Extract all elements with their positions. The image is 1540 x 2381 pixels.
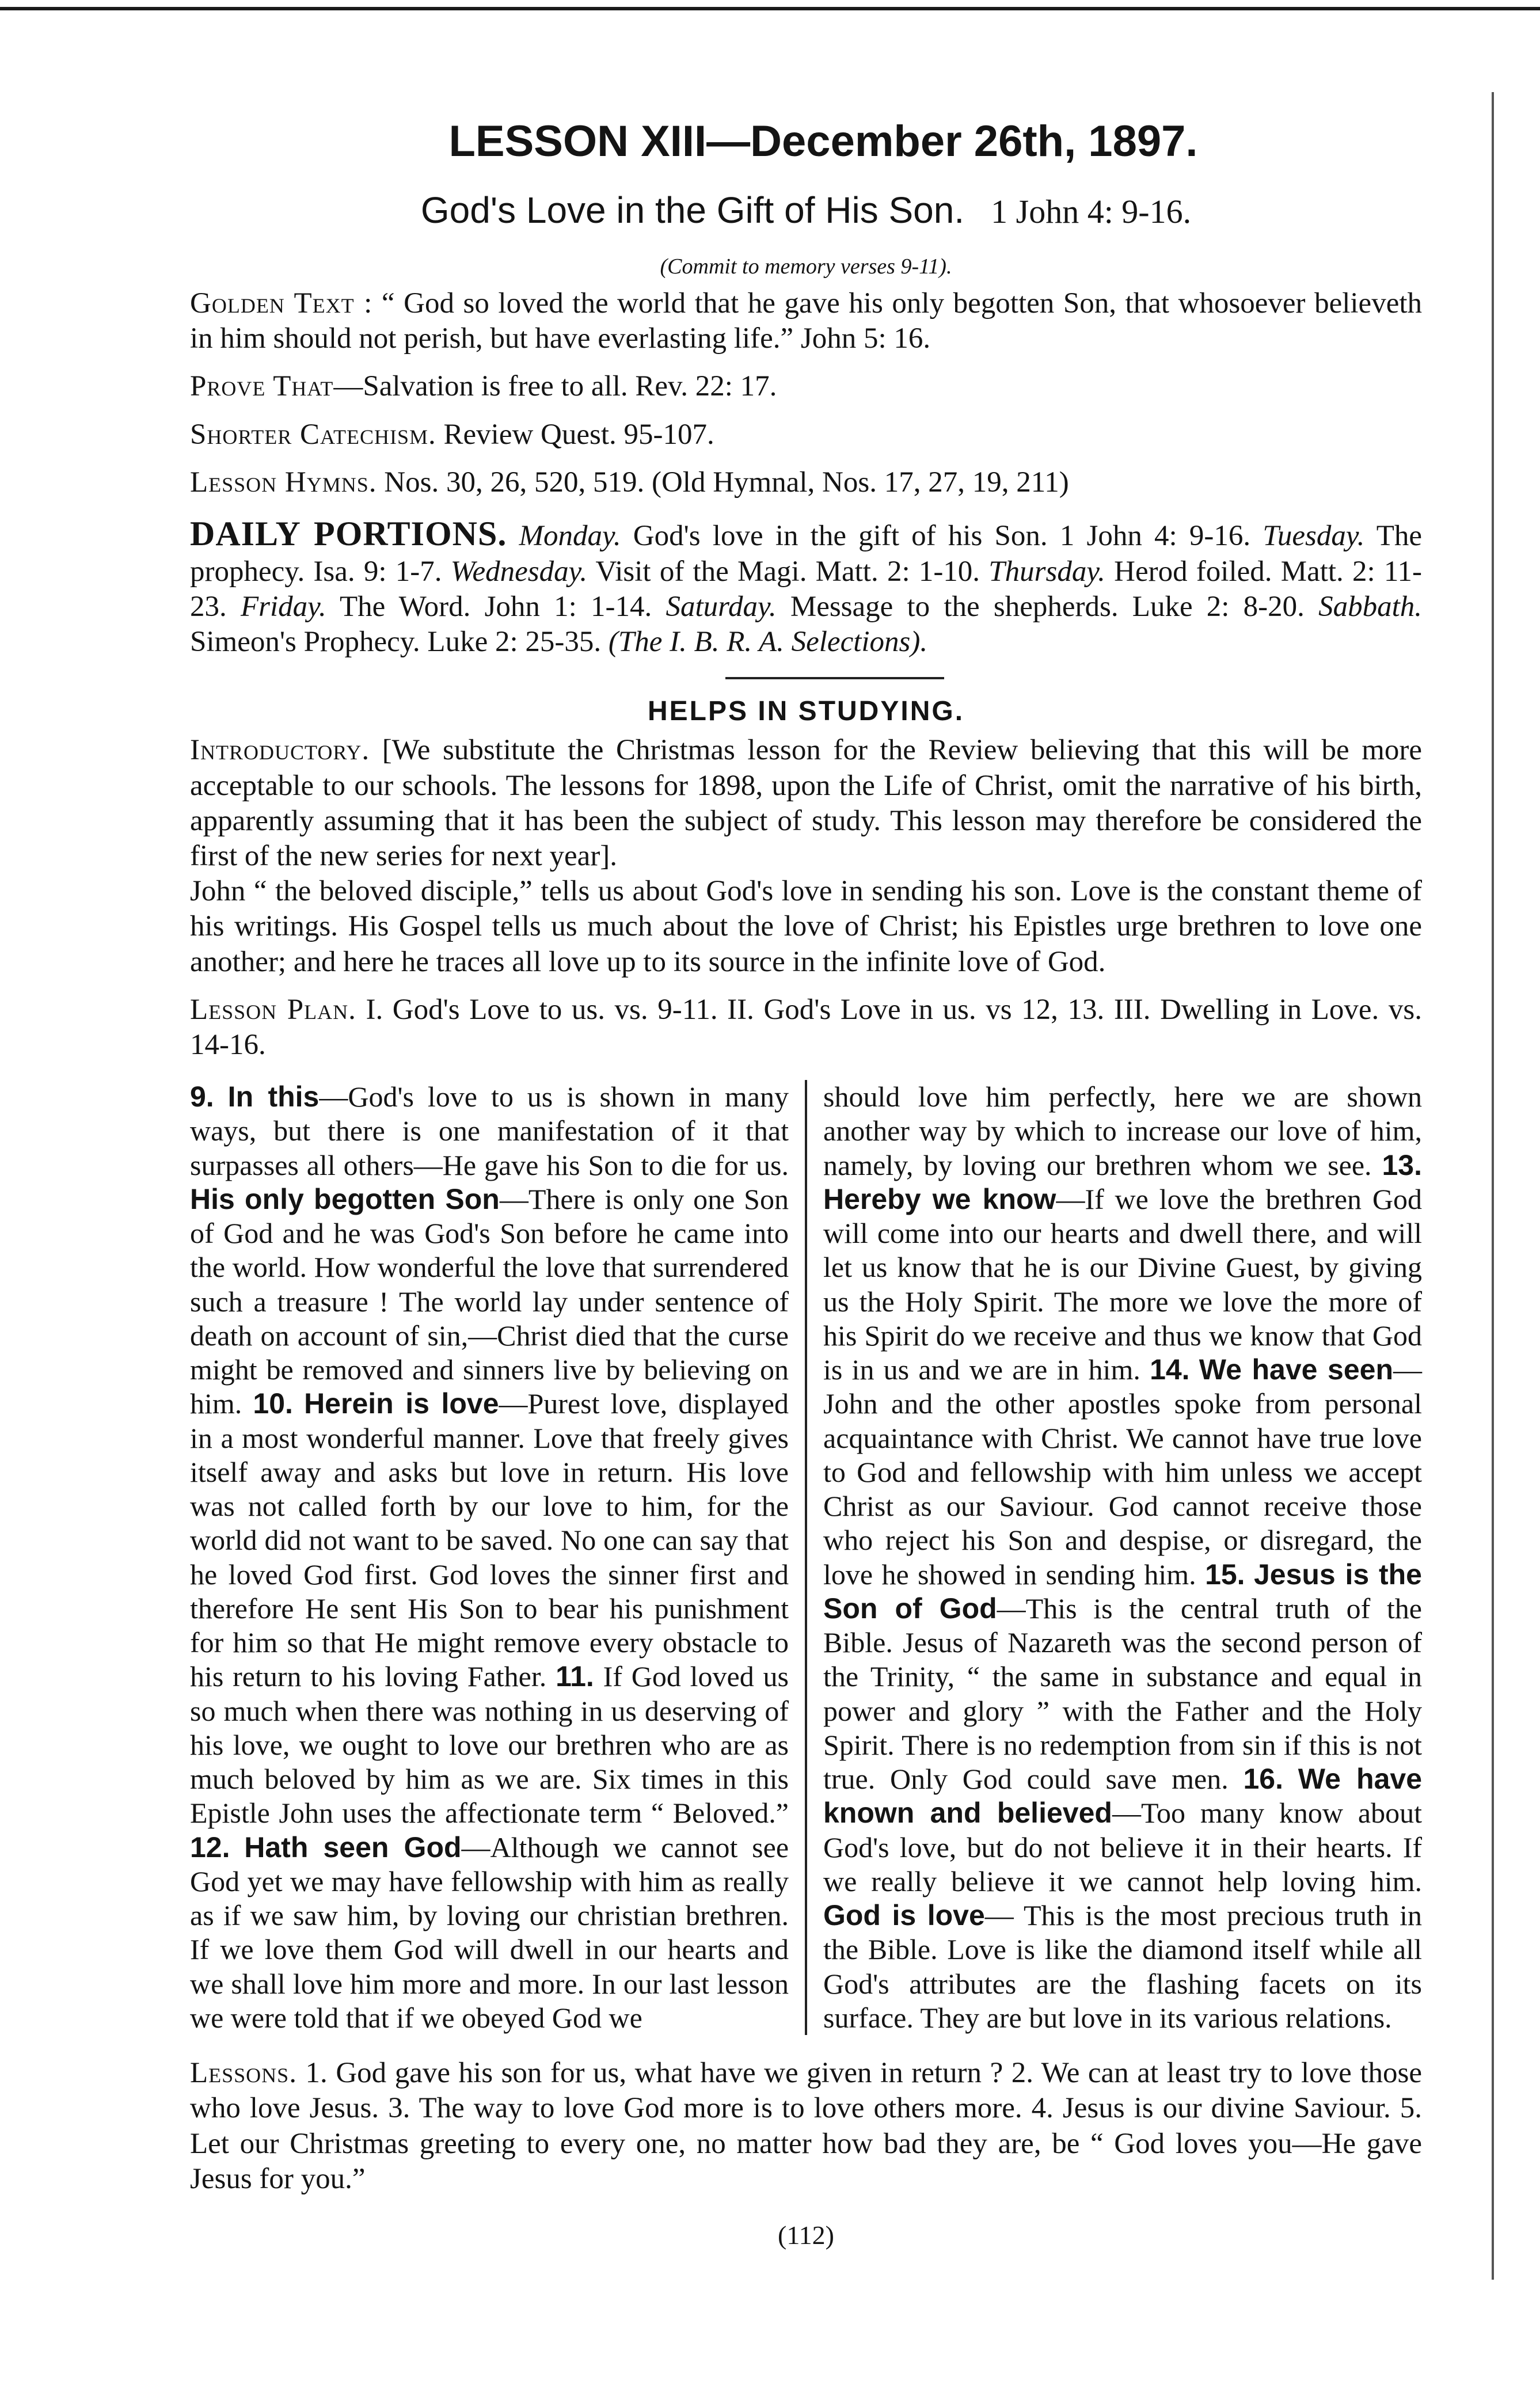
page-right-edge	[1492, 92, 1494, 2280]
commentary-right-text	[823, 1080, 1422, 2035]
document-body	[190, 115, 1422, 2250]
daily-portions	[190, 513, 1422, 660]
verse-13-text: —If we love the brethren God will come into our hearts and dwell there, and will let us know that he is our Divine Guest, by giving us the Holy Spirit. The more we love the more of his Spirit do we receive and thus we know that God is in us and we are in him.	[823, 1182, 1422, 1386]
introductory-paragraph	[190, 733, 1422, 874]
lesson-plan-label: Lesson Plan.	[190, 993, 356, 1026]
verse-9-text: —God's love to us is shown in many ways, but there is one manifestation of it that surpasses all others—He gave his Son to die for us.	[190, 1081, 789, 1181]
verse-11-text: If God loved us so much when there was nothing in us deserving of his love, we ought to love our brethren who are as much beloved by him as we are. Six times in this Epistle John uses the affectionate term “ Beloved.”	[190, 1660, 789, 1830]
reading-monday: God's love in the gift of his Son. 1 John 4: 9-16.	[621, 519, 1263, 552]
commentary-columns	[190, 1080, 1422, 2035]
beloved-disciple-paragraph: John “ the beloved disciple,” tells us about God's love in sending his son. Love is the constant theme of his writings. His Gospel tells us much about the love of Christ; his Epistles urge brethren to love one another; and here he traces all love up to its source in the infinite love of God.	[190, 875, 1422, 978]
prove-that	[190, 369, 1422, 404]
catechism-label: Shorter Catechism.	[190, 418, 436, 451]
hymns-label: Lesson Hymns.	[190, 466, 377, 499]
verse-12-text: —Although we cannot see God yet we may have fellowship with him as really as if we saw him, by loving our christian brethren. If we love them God will dwell in our hearts and we shall love him more and more. In our last lesson we were told that if we obeyed God we	[190, 1831, 789, 2034]
day-wednesday: Wednesday.	[450, 555, 588, 588]
verse-16-text: —Too many know about God's love, but do not believe it in their hearts. If we really believe it we cannot help loving him.	[823, 1797, 1423, 1897]
day-thursday: Thursday.	[988, 555, 1105, 588]
commentary-left-column	[190, 1080, 805, 2035]
introductory-label: Introductory.	[190, 734, 370, 767]
commit-note: (Commit to memory verses 9-11).	[660, 254, 952, 279]
day-friday: Friday.	[240, 591, 326, 623]
day-tuesday: Tuesday.	[1263, 519, 1365, 552]
reading-friday: The Word. John 1: 1-14.	[326, 591, 666, 623]
verse-16-keyword: We have known and believed	[823, 1763, 1423, 1830]
reading-thursday: Herod foiled. Matt. 2: 11-23.	[190, 555, 1422, 623]
reading-saturday: Message to the shepherds. Luke 2: 8-20.	[776, 591, 1319, 623]
reading-sabbath: Simeon's Prophecy. Luke 2: 25-35.	[190, 626, 609, 659]
reading-wednesday: Visit of the Magi. Matt. 2: 1-10.	[587, 555, 989, 588]
verse-10-number: 10.	[253, 1387, 293, 1420]
verse-9-keyword-2: His only begotten Son	[190, 1182, 500, 1215]
verse-15-text: —This is the central truth of the Bible. Jesus of Nazareth was the second person of the Trinity, “ the same in substance and equal in power and glory ” with the Father and the Holy Spirit. There is no redemption from sin if this is not true. Only God could save men.	[823, 1592, 1422, 1796]
verse-9-number: 9.	[190, 1081, 214, 1113]
verse-13-number: 13.	[1382, 1148, 1422, 1181]
verse-13-keyword: Hereby we know	[823, 1182, 1056, 1215]
lesson-plan	[190, 992, 1422, 1063]
lesson-subtitle	[190, 188, 1422, 233]
lesson-title: LESSON XIII—December 26th, 1897.	[448, 117, 1198, 166]
golden-text-body: “ God so loved the world that he gave his only begotten Son, that whosoever believeth in him should not perish, but have everlasting life.” John 5: 16.	[190, 287, 1423, 355]
reading-tuesday: The prophecy. Isa. 9: 1-7.	[190, 519, 1422, 588]
scripture-reference: 1 John 4: 9-16.	[991, 193, 1192, 231]
verse-14-text: —John and the other apostles spoke from personal acquaintance with Christ. We cannot have true love to God and fellowship with him unless we accept Christ as our Saviour. God cannot receive those who reject his Son and despise, or disregard, the love he showed in sending him.	[823, 1353, 1423, 1591]
verse-15-number: 15.	[1205, 1558, 1245, 1591]
shorter-catechism	[190, 417, 1422, 452]
verse-16-text-2: — This is the most precious truth in the Bible. Love is like the diamond itself while all God's attributes are the flashing facets on its surface. They are but love in its various relations.	[823, 1899, 1423, 2034]
daily-portions-label: DAILY PORTIONS.	[190, 514, 507, 553]
lessons-paragraph	[190, 2056, 1422, 2197]
commentary-left-text	[190, 1080, 789, 2035]
verse-12-keyword: Hath seen God	[244, 1831, 462, 1863]
lessons-text: 1. God gave his son for us, what have we given in return ? 2. We can at least try to love those who love Jesus. 3. The way to love God more is to love others more. 4. Jesus is our divine Saviour. 5. Let our Christmas greeting to every one, no matter how bad they are, be “ God loves you—He gave Jesus for you.”	[190, 2057, 1422, 2195]
lesson-plan-text: I. God's Love to us. vs. 9-11. II. God's Love in us. vs 12, 13. III. Dwelling in Love. vs. 14-16.	[190, 993, 1422, 1061]
page-top-edge	[0, 0, 1540, 10]
day-sabbath: Sabbath.	[1318, 591, 1423, 623]
subtitle-text: God's Love in the Gift of His Son.	[420, 189, 965, 231]
selections-note: (The I. B. R. A. Selections).	[608, 626, 928, 659]
verse-15-keyword: Jesus is the Son of God	[823, 1558, 1422, 1625]
verse-9-keyword: In this	[227, 1081, 320, 1113]
verse-9-text-2: —There is only one Son of God and he was God's Son before he came into the world. How wonderful the love that surrendered such a treasure ! The world lay under sentence of death on account of sin,—Christ died that the curse might be removed and sinners live by believing on him.	[190, 1182, 789, 1420]
verse-16-keyword-2: God is love	[823, 1899, 985, 1932]
verse-10-keyword: Herein is love	[304, 1387, 499, 1420]
page-number: (112)	[778, 2220, 834, 2250]
day-saturday: Saturday.	[666, 591, 777, 623]
commentary-right-column	[805, 1080, 1422, 2035]
verse-12-number: 12.	[190, 1831, 230, 1863]
golden-text-label: Golden Text :	[190, 287, 373, 320]
verse-10-text: —Purest love, displayed in a most wonderful manner. Love that freely gives itself away and asks but love in return. His love was not called forth by our love to him, for the world did not want to be saved. No one can say that he loved God first. God loves the sinner first and therefore He sent His Son to bear his punishment for him so that He might remove every obstacle to his return to his loving Father.	[190, 1387, 789, 1693]
verse-11-number: 11.	[556, 1660, 594, 1693]
verse-16-number: 16.	[1243, 1763, 1283, 1796]
verse-14-number: 14.	[1150, 1353, 1190, 1386]
helps-title: HELPS IN STUDYING.	[647, 696, 965, 727]
lesson-hymns	[190, 465, 1422, 500]
prove-that-text: —Salvation is free to all. Rev. 22: 17.	[333, 370, 777, 403]
hymns-text: Nos. 30, 26, 520, 519. (Old Hymnal, Nos. 17, 27, 19, 211)	[384, 466, 1069, 499]
lessons-label: Lessons.	[190, 2057, 297, 2090]
golden-text	[190, 286, 1422, 356]
verse-14-keyword: We have seen	[1199, 1353, 1394, 1386]
introductory-text: [We substitute the Christmas lesson for the Review believing that this will be more acceptable to our schools. The lessons for 1898, upon the Life of Christ, omit the narrative of his birth, apparently assuming that it has been the subject of study. This lesson may therefore be considered the first of the new series for next year].	[190, 734, 1422, 873]
day-monday: Monday.	[519, 519, 621, 552]
prove-that-label: Prove That	[190, 370, 334, 403]
verse-12-continued: should love him perfectly, here we are shown another way by which to increase our love of him, namely, by loving our brethren whom we see.	[823, 1081, 1422, 1181]
section-divider	[725, 677, 944, 679]
catechism-text: Review Quest. 95-107.	[443, 418, 714, 451]
